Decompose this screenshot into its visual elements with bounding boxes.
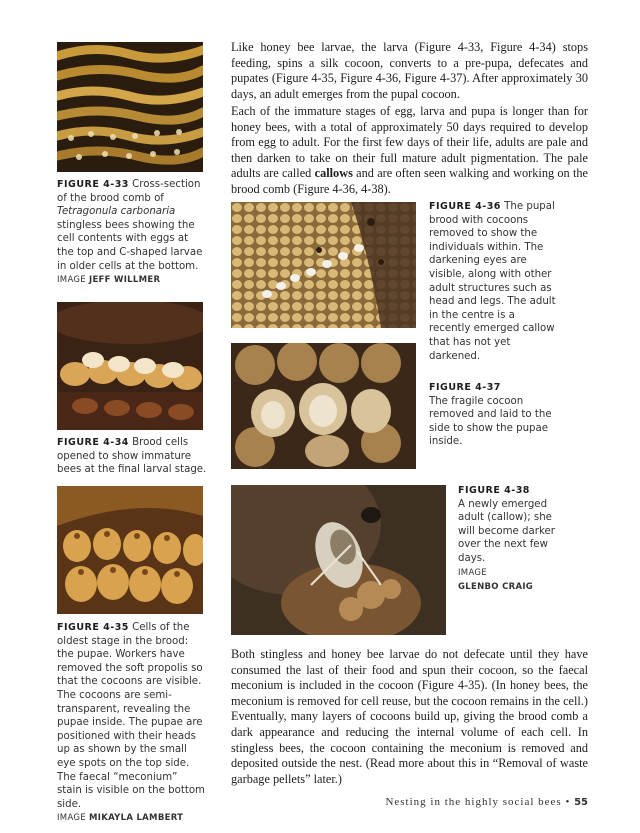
caption-text: Brood cells opened to show immature bees at the final larval stage. bbox=[57, 437, 207, 476]
figure-label: FIGURE 4-37 bbox=[429, 382, 501, 393]
figure-4-36-caption bbox=[429, 200, 559, 363]
figure-4-36-photo bbox=[231, 202, 416, 328]
figure-4-35-caption bbox=[57, 621, 205, 826]
page-number: 55 bbox=[574, 797, 588, 808]
term-callows: callows bbox=[314, 166, 353, 181]
figure-4-35-photo bbox=[57, 486, 203, 614]
caption-text: The fragile cocoon removed and laid to the side to show the pupae inside. bbox=[429, 395, 552, 448]
footer-bullet: • bbox=[565, 796, 571, 808]
caption-text: The pupal brood with cocoons removed to show the individuals within. The darkening eyes are visible, along with other adult structures such as head and legs. The adult in the centre is a recently emerged callow that has not yet darkened. bbox=[429, 201, 556, 362]
image-credit-label: IMAGE bbox=[57, 275, 86, 286]
image-credit-label: IMAGE bbox=[57, 813, 86, 824]
running-title: Nesting in the highly social bees bbox=[385, 796, 562, 808]
body-paragraph-1: Like honey bee larvae, the larva (Figure 4-33, Figure 4-34) stops feeding, spins a silk cocoon, converts to a pre-pupa, defecates and pupates (Figure 4-35, Figure 4-36, Figure 4-37). After approximately 30 days, an adult emerges from the pupal cocoon. bbox=[231, 40, 588, 101]
figure-4-33-caption bbox=[57, 178, 207, 288]
caption-text: Cross-section of the brood comb of bbox=[57, 179, 201, 204]
image-credit-name: GLENBO CRAIG bbox=[458, 582, 534, 593]
figure-label: FIGURE 4-36 bbox=[429, 201, 501, 212]
figure-label: FIGURE 4-38 bbox=[458, 485, 530, 496]
image-credit-name: MIKAYLA LAMBERT bbox=[88, 813, 184, 824]
body-paragraph-3: Both stingless and honey bee larvae do not defecate until they have consumed the last of their food and spun their cocoon, so the faecal meconium is included in the cocoon (Figure 4-35). (In honey bees, the meconium is removed for cell reuse, but the cocoon remains in the cell.) Eventually, many layers of cocoons build up, giving the brood comb a dark appearance and reducing the internal volume of each cell. In stingless bees, the cocoon containing the meconium is removed and deposited outside the nest. (Read more about this in “Removal of waste garbage pellets” later.) bbox=[231, 647, 588, 786]
figure-label: FIGURE 4-33 bbox=[57, 179, 129, 190]
caption-text: A newly emerged adult (callow); she will become darker over the next few days. bbox=[458, 498, 555, 564]
figure-4-38-photo bbox=[231, 485, 446, 635]
image-credit-name: JEFF WILLMER bbox=[88, 275, 161, 286]
caption-text: Cells of the oldest stage in the brood: the pupae. Workers have removed the soft propolis so that the cocoons are visible. The cocoons are semi-transparent, revealing the pupae inside. The pupae are positioned with their heads up as shown by the small eye spots on the top side. The faecal “meconium” stain is visible on the bottom side. bbox=[57, 622, 205, 810]
figure-4-38-caption bbox=[458, 484, 566, 595]
page-footer bbox=[385, 796, 588, 808]
figure-4-34-photo bbox=[57, 302, 203, 430]
caption-text: stingless bees showing the cell contents with eggs at the top and C-shaped larvae in older cells at the bottom. bbox=[57, 219, 203, 272]
figure-label: FIGURE 4-34 bbox=[57, 437, 129, 448]
figure-4-34-caption bbox=[57, 436, 207, 477]
paragraph-text: Each of the immature stages of egg, larva and pupa is longer than for honey bees, with a total of approximately 50 days required to develop from egg to adult. For the first few days of their life, adults are pale and then darken to take on their full mature adult pigmentation. The pale adults are called bbox=[231, 104, 588, 181]
figure-4-37-caption bbox=[429, 381, 559, 449]
figure-label: FIGURE 4-35 bbox=[57, 622, 129, 633]
caption-species: Tetragonula carbonaria bbox=[57, 206, 176, 218]
body-paragraph-2 bbox=[231, 104, 588, 198]
figure-4-33-photo bbox=[57, 42, 203, 172]
figure-4-37-photo bbox=[231, 343, 416, 469]
paragraph-text: and are often seen walking and working on the brood comb (Figure 4-36, 4-38). bbox=[231, 166, 588, 196]
image-credit-label: IMAGE bbox=[458, 567, 487, 578]
